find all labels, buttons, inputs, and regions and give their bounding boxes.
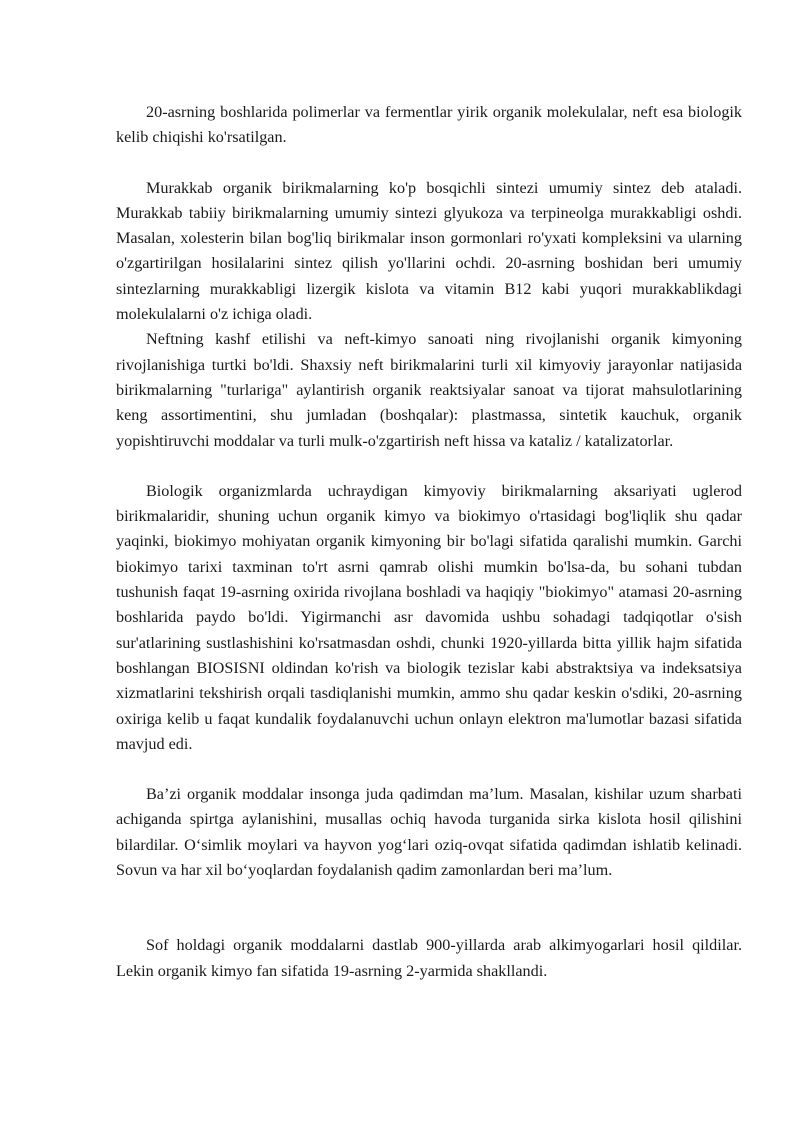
paragraph-spacer xyxy=(116,883,742,933)
paragraph-1: 20-asrning boshlarida polimerlar va fermentlar yirik organik molekulalar, neft esa biologik kelib chiqishi ko'rsatilgan. xyxy=(116,103,742,147)
paragraph-2: Murakkab organik birikmalarning ko'p bosqichli sintezi umumiy sintez deb ataladi. Murakkab tabiiy birikmalarning umumiy sintezi glyukoza va terpineolga murakkabligi oshdi. Masalan, xolesterin bilan bog'liq birikmalar inson gormonlari ro'yxati kompleksini va ularning o'zgartirilgan hosilalarini sintez qilish yo'llarini ochdi. 20-asrning boshidan beri umumiy sintezlarning murakkabligi lizergik kislota va vitamin B12 kabi yuqori murakkablikdagi molekulalarni o'z ichiga oladi. xyxy=(116,178,742,324)
paragraph-spacer xyxy=(116,454,742,479)
paragraph-4: Biologik organizmlarda uchraydigan kimyoviy birikmalarning aksariyati uglerod birikmalaridir, shuning uchun organik kimyo va biokimyo o'rtasidagi bog'liqlik shu qadar yaqinki, biokimyo mohiyatan organik kimyoning bir bo'lagi sifatida qaralishi mumkin. Garchi biokimyo tarixi taxminan to'rt asrni qamrab olishi mumkin bo'lsa-da, bu sohani tubdan tushunish faqat 19-asrning oxirida rivojlana boshladi va haqiqiy "biokimyo" atamasi 20-asrning boshlarida paydo bo'ldi. Yigirmanchi asr davomida ushbu sohadagi tadqiqotlar o'sish sur'atlarining sustlashishini ko'rsatmasdan oshdi, chunki 1920-yillarda bitta yillik hajm sifatida boshlangan BIOSISNI oldindan ko'rish va biologik tezislar kabi abstraktsiya va indeksatsiya xizmatlarini tekshirish orqali tasdiqlanishi mumkin, ammo shu qadar keskin o'sdiki, 20-asrning oxiriga kelib u faqat kundalik foydalanuvchi uchun onlayn elektron ma'lumotlar bazasi sifatida mavjud edi. xyxy=(116,481,742,753)
paragraph-spacer xyxy=(116,757,742,782)
paragraph-5: Ba’zi organik moddalar insonga juda qadimdan ma’lum. Masalan, kishilar uzum sharbati achiganda spirtga aylanishini, musallas ochiq havoda turganida sirka kislota hosil qilishini bilardilar. O‘simlik moylari va hayvon yog‘lari oziq-ovqat sifatida qadimdan ishlatib kelinadi. Sovun va har xil bo‘yoqlardan foydalanish qadim zamonlardan beri ma’lum. xyxy=(116,785,742,880)
paragraph-3: Neftning kashf etilishi va neft-kimyo sanoati ning rivojlanishi organik kimyoning rivojlanishiga turtki bo'ldi. Shaxsiy neft birikmalarini turli xil kimyoviy jarayonlar natijasida birikmalarning "turlariga" aylantirish organik reaktsiyalar sanoat va tijorat mahsulotlarining keng assortimentini, shu jumladan (boshqalar): plastmassa, sintetik kauchuk, organik yopishtiruvchi moddalar va turli mulk-o'zgartirish neft hissa va kataliz / katalizatorlar. xyxy=(116,330,742,450)
paragraph-spacer xyxy=(116,151,742,176)
document-body xyxy=(116,100,742,984)
paragraph-6: Sof holdagi organik moddalarni dastlab 900-yillarda arab alkimyogarlari hosil qildilar. Lekin organik kimyo fan sifatida 19-asrning 2-yarmida shakllandi. xyxy=(116,936,742,980)
